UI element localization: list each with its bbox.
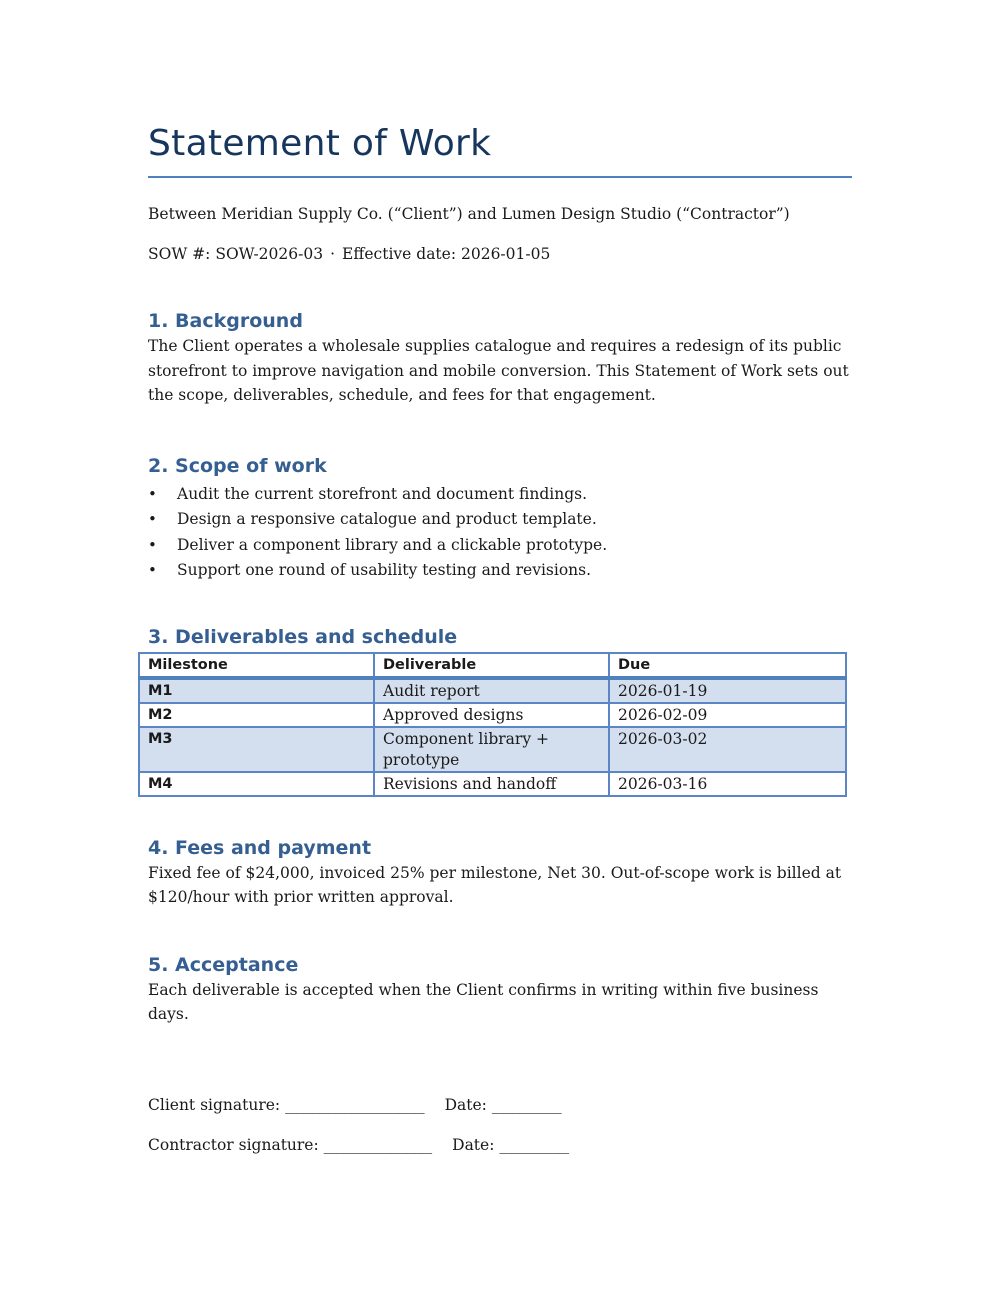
separator-dot: · <box>330 245 336 263</box>
contractor-signature-line <box>148 1133 852 1157</box>
background-text: The Client operates a wholesale supplies catalogue and requires a redesign of its public storefront to improve navigation and mobile conversion. This Statement of Work sets out the scope, deliverables, schedule, and fees for that engagement. <box>148 337 849 404</box>
sow-number: SOW #: SOW-2026-03 <box>148 245 324 263</box>
column-header-deliverable: Deliverable <box>374 653 609 678</box>
title-divider <box>148 176 852 178</box>
column-header-milestone: Milestone <box>139 653 374 678</box>
scope-list <box>148 482 852 584</box>
acceptance-section <box>148 952 852 1027</box>
milestone-cell: M1 <box>139 678 374 703</box>
bullet-icon: • <box>148 484 157 503</box>
column-header-due: Due <box>609 653 846 678</box>
scope-item-text: Audit the current storefront and document findings. <box>177 484 588 503</box>
deliverables-table-wrapper <box>138 652 852 797</box>
scope-item <box>148 558 852 584</box>
milestone-cell: M3 <box>139 727 374 772</box>
fees-heading: 4. Fees and payment <box>148 836 372 859</box>
due-date-cell: 2026-01-19 <box>609 678 846 703</box>
fees-section <box>148 835 852 910</box>
bullet-icon: • <box>148 535 157 554</box>
scope-item-text: Design a responsive catalogue and product template. <box>177 510 597 528</box>
fees-text: Fixed fee of $24,000, invoiced 25% per milestone, Net 30. Out-of-scope work is billed at $120/hour with prior written approval. <box>148 863 842 906</box>
contractor-signature-field: Contractor signature: ______________ <box>148 1135 433 1154</box>
table-header-row <box>139 653 846 678</box>
scope-item-text: Support one round of usability testing and revisions. <box>177 561 592 579</box>
deliverable-cell: Audit report <box>374 678 609 703</box>
document-title: Statement of Work <box>148 123 492 164</box>
deliverable-cell: Approved designs <box>374 703 609 727</box>
sow-reference-line <box>148 242 852 266</box>
deliverables-section <box>148 624 852 797</box>
milestone-cell: M2 <box>139 703 374 727</box>
parties-line: Between Meridian Supply Co. (“Client”) and Lumen Design Studio (“Contractor”) <box>148 205 790 223</box>
deliverables-heading: 3. Deliverables and schedule <box>148 625 458 648</box>
scope-item-text: Deliver a component library and a clickable prototype. <box>177 535 608 554</box>
deliverables-table <box>138 652 847 797</box>
scope-item <box>148 507 852 533</box>
background-section <box>148 308 852 408</box>
table-row <box>139 678 846 703</box>
due-date-cell: 2026-02-09 <box>609 703 846 727</box>
table-row <box>139 772 846 796</box>
due-date-cell: 2026-03-16 <box>609 772 846 796</box>
deliverable-cell: Component library + prototype <box>374 727 609 772</box>
scope-item <box>148 482 852 508</box>
signature-block <box>148 1093 852 1157</box>
scope-item <box>148 533 852 559</box>
background-heading: 1. Background <box>148 310 303 332</box>
milestone-cell: M4 <box>139 772 374 796</box>
table-row <box>139 727 846 772</box>
client-date-field: Date: _________ <box>444 1095 562 1114</box>
client-signature-field: Client signature: __________________ <box>148 1095 425 1114</box>
table-row <box>139 703 846 727</box>
scope-section <box>148 453 852 584</box>
deliverable-cell: Revisions and handoff <box>374 772 609 796</box>
contractor-date-field: Date: _________ <box>452 1135 570 1154</box>
acceptance-heading: 5. Acceptance <box>148 953 299 976</box>
due-date-cell: 2026-03-02 <box>609 727 846 772</box>
client-signature-line <box>148 1093 852 1117</box>
bullet-icon: • <box>148 561 157 579</box>
bullet-icon: • <box>148 510 157 528</box>
document-page <box>148 118 852 1157</box>
acceptance-text: Each deliverable is accepted when the Client confirms in writing within five business days. <box>148 980 819 1023</box>
scope-heading: 2. Scope of work <box>148 454 327 477</box>
effective-date: Effective date: 2026-01-05 <box>342 245 551 263</box>
